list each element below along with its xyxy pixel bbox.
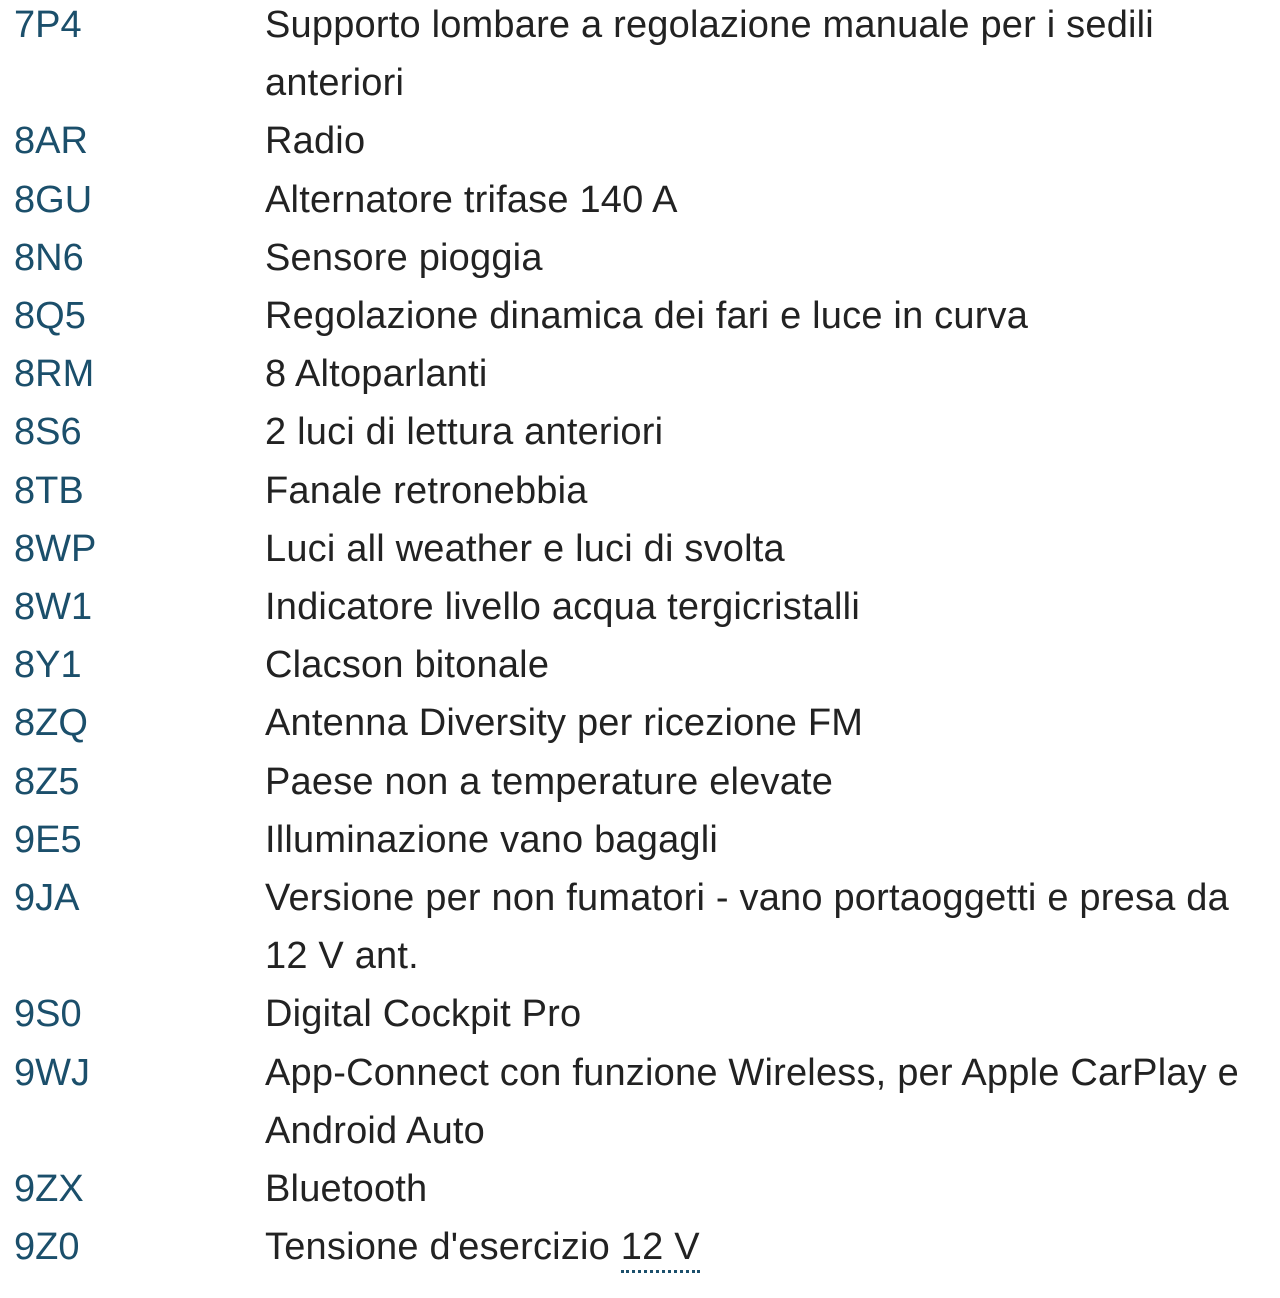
option-code: 8S6 — [14, 411, 82, 454]
option-code: 9S0 — [14, 993, 82, 1036]
option-description: Antenna Diversity per ricezione FM — [265, 702, 864, 745]
option-code: 8GU — [14, 178, 93, 221]
option-row — [14, 1044, 1264, 1160]
option-description-text: Tensione d'esercizio — [265, 1226, 621, 1269]
option-code: 8TB — [14, 469, 84, 512]
option-description: Versione per non fumatori - vano portaoggetti e presa da 12 V ant. — [265, 877, 1229, 978]
option-description: Illuminazione vano bagagli — [265, 818, 719, 861]
option-row — [14, 694, 1264, 752]
option-code: 9WJ — [14, 1051, 90, 1094]
option-code: 8ZQ — [14, 702, 88, 745]
option-row — [14, 345, 1264, 403]
option-description: 8 Altoparlanti — [265, 353, 488, 396]
option-description: App-Connect con funzione Wireless, per Apple CarPlay e Android Auto — [265, 1051, 1239, 1152]
option-description — [265, 1218, 1264, 1276]
option-description: 2 luci di lettura anteriori — [265, 411, 664, 454]
option-description: Digital Cockpit Pro — [265, 993, 582, 1036]
option-row — [14, 753, 1264, 811]
voltage-abbreviation[interactable]: 12 V — [621, 1226, 700, 1273]
option-row — [14, 112, 1264, 170]
option-row — [14, 403, 1264, 461]
option-row — [14, 462, 1264, 520]
option-row — [14, 1160, 1264, 1218]
option-description: Clacson bitonale — [265, 644, 550, 687]
option-row — [14, 985, 1264, 1043]
option-code: 9E5 — [14, 818, 82, 861]
option-code: 8RM — [14, 353, 95, 396]
equipment-options-list — [14, 0, 1264, 1276]
option-description: Paese non a temperature elevate — [265, 760, 834, 803]
option-code: 9JA — [14, 877, 80, 920]
option-row — [14, 1218, 1264, 1276]
option-code: 8W1 — [14, 586, 93, 629]
option-row — [14, 636, 1264, 694]
option-code: 9Z0 — [14, 1226, 80, 1269]
option-description: Sensore pioggia — [265, 236, 543, 279]
option-code: 7P4 — [14, 4, 82, 46]
option-row — [14, 811, 1264, 869]
option-row — [14, 520, 1264, 578]
option-description: Luci all weather e luci di svolta — [265, 527, 785, 570]
option-code: 8Z5 — [14, 760, 80, 803]
option-code: 8Q5 — [14, 295, 86, 338]
option-row — [14, 869, 1264, 985]
option-code: 8AR — [14, 120, 88, 163]
option-description: Alternatore trifase 140 A — [265, 178, 678, 221]
option-description: Supporto lombare a regolazione manuale per i sedili anteriori — [265, 4, 1154, 105]
option-code: 8WP — [14, 527, 97, 570]
option-row — [14, 0, 1264, 112]
option-code: 8Y1 — [14, 644, 82, 687]
option-description: Regolazione dinamica dei fari e luce in curva — [265, 295, 1029, 338]
option-row — [14, 578, 1264, 636]
option-description: Indicatore livello acqua tergicristalli — [265, 586, 860, 629]
option-code: 9ZX — [14, 1168, 84, 1211]
option-row — [14, 229, 1264, 287]
option-code: 8N6 — [14, 236, 84, 279]
option-description: Radio — [265, 120, 366, 163]
option-row — [14, 171, 1264, 229]
option-description: Bluetooth — [265, 1168, 428, 1211]
option-row — [14, 287, 1264, 345]
option-description: Fanale retronebbia — [265, 469, 588, 512]
